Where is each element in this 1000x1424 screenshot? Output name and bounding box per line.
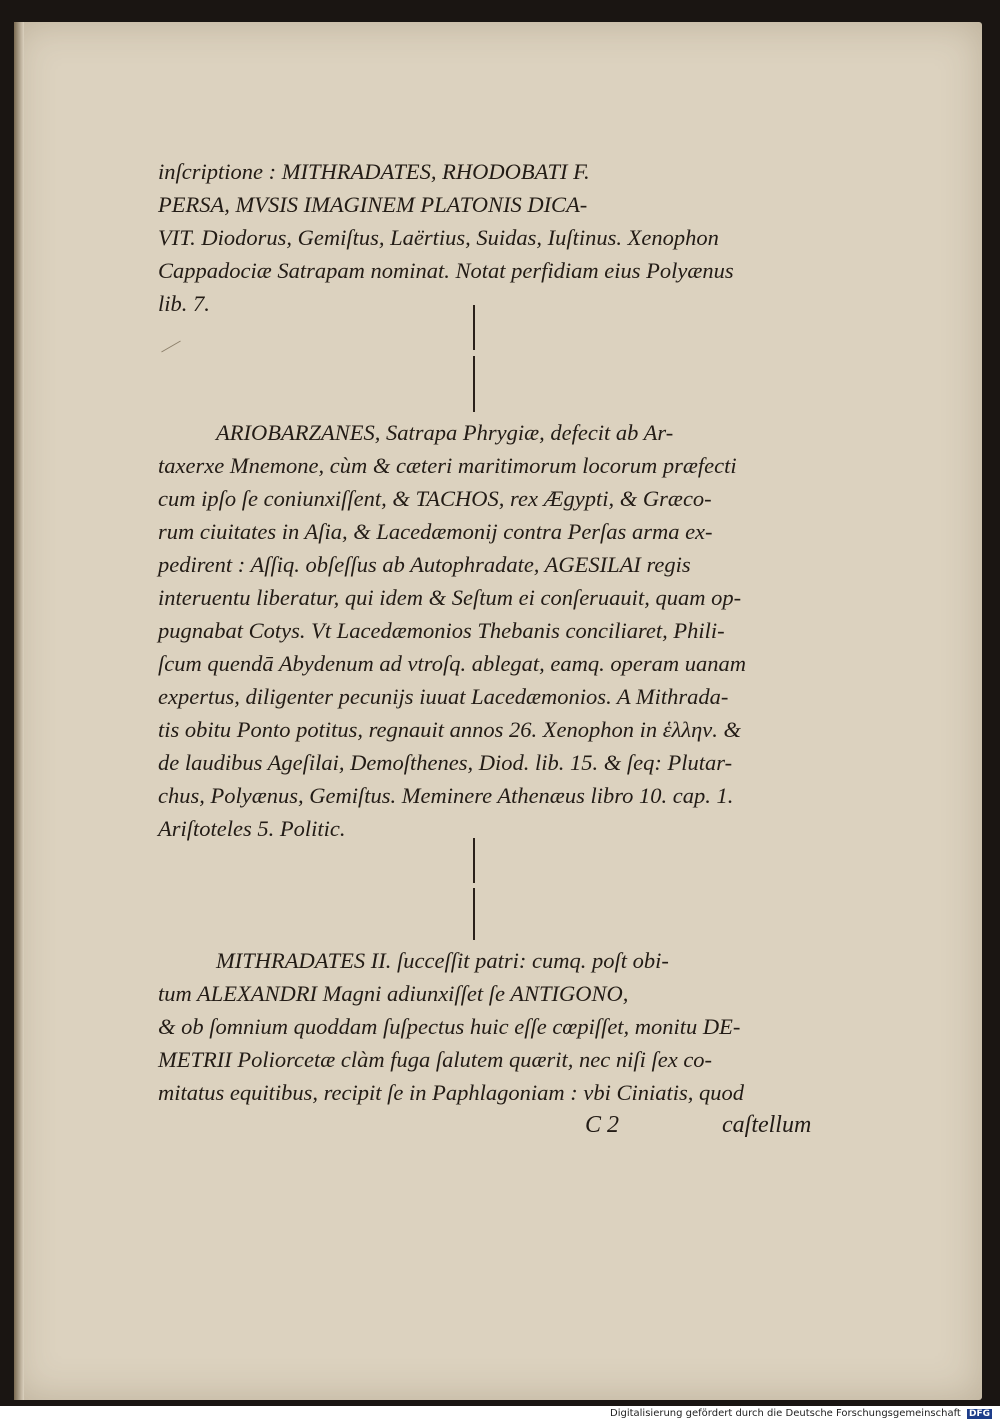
- text-line: lib. 7.: [158, 291, 210, 316]
- text-line: inſcriptione : MITHRADATES, RHODOBATI F.: [158, 159, 590, 184]
- text-line: interuentu liberatur, qui idem & Seſtum ei conſeruauit, quam op-: [158, 585, 742, 610]
- text-line: expertus, diligenter pecunijs iuuat Lacedæmonios. A Mithrada-: [158, 684, 729, 709]
- text-line: VIT. Diodorus, Gemiſtus, Laërtius, Suidas, Iuſtinus. Xenophon: [158, 225, 719, 250]
- entry-mithradates-ii: [158, 944, 838, 1109]
- text-line: pedirent : Aſſiq. obſeſſus ab Autophradate, AGESILAI regis: [158, 552, 691, 577]
- text-line: taxerxe Mnemone, cùm & cæteri maritimorum locorum præfecti: [158, 453, 737, 478]
- text-line: Cappadociæ Satrapam nominat. Notat perfidiam eius Polyænus: [158, 258, 734, 283]
- separator-rule: [473, 838, 475, 883]
- text-line: tis obitu Ponto potitus, regnauit annos 26. Xenophon in ἑλλην. &: [158, 717, 742, 742]
- text-line: mitatus equitibus, recipit ſe in Paphlagoniam : vbi Ciniatis, quod: [158, 1080, 745, 1105]
- entry-ariobarzanes: [158, 416, 838, 845]
- text-line: ARIOBARZANES, Satrapa Phrygiæ, defecit ab Ar-: [216, 420, 674, 445]
- text-line: pugnabat Cotys. Vt Lacedæmonios Thebanis conciliaret, Phili-: [158, 618, 725, 643]
- text-line: de laudibus Ageſilai, Demoſthenes, Diod. lib. 15. & ſeq: Plutar-: [158, 750, 733, 775]
- text-line: cum ipſo ſe coniunxiſſent, & TACHOS, rex Ægypti, & Græco-: [158, 486, 712, 511]
- text-line: METRII Poliorcetæ clàm fuga ſalutem quærit, nec niſi ſex co-: [158, 1047, 713, 1072]
- catchword: caſtellum: [722, 1112, 812, 1138]
- credit-text: Digitalisierung gefördert durch die Deutsche Forschungsgemeinschaft: [610, 1408, 961, 1419]
- text-line: rum ciuitates in Aſia, & Lacedæmonij contra Perſas arma ex-: [158, 519, 713, 544]
- entry-mithradates: [158, 155, 838, 320]
- text-line: tum ALEXANDRI Magni adiunxiſſet ſe ANTIGONO,: [158, 981, 629, 1006]
- digitization-credit: [610, 1408, 992, 1419]
- text-line: chus, Polyænus, Gemiſtus. Meminere Athenæus libro 10. cap. 1.: [158, 783, 734, 808]
- text-line: PERSA, MVSIS IMAGINEM PLATONIS DICA-: [158, 192, 588, 217]
- separator-rule: [473, 305, 475, 350]
- separator-rule: [473, 356, 475, 412]
- dfg-logo-icon: DFG: [969, 1409, 991, 1419]
- text-line: ſcum quendā Abydenum ad vtroſq. ablegat, eamq. operam uanam: [158, 651, 747, 676]
- text-line: Ariſtoteles 5. Politic.: [158, 816, 346, 841]
- separator-rule: [473, 888, 475, 940]
- text-line: MITHRADATES II. ſucceſſit patri: cumq. poſt obi-: [216, 948, 669, 973]
- signature-mark: C 2: [585, 1112, 620, 1138]
- text-line: & ob ſomnium quoddam ſuſpectus huic eſſe cœpiſſet, monitu DE-: [158, 1014, 741, 1039]
- page-gutter: [14, 22, 24, 1400]
